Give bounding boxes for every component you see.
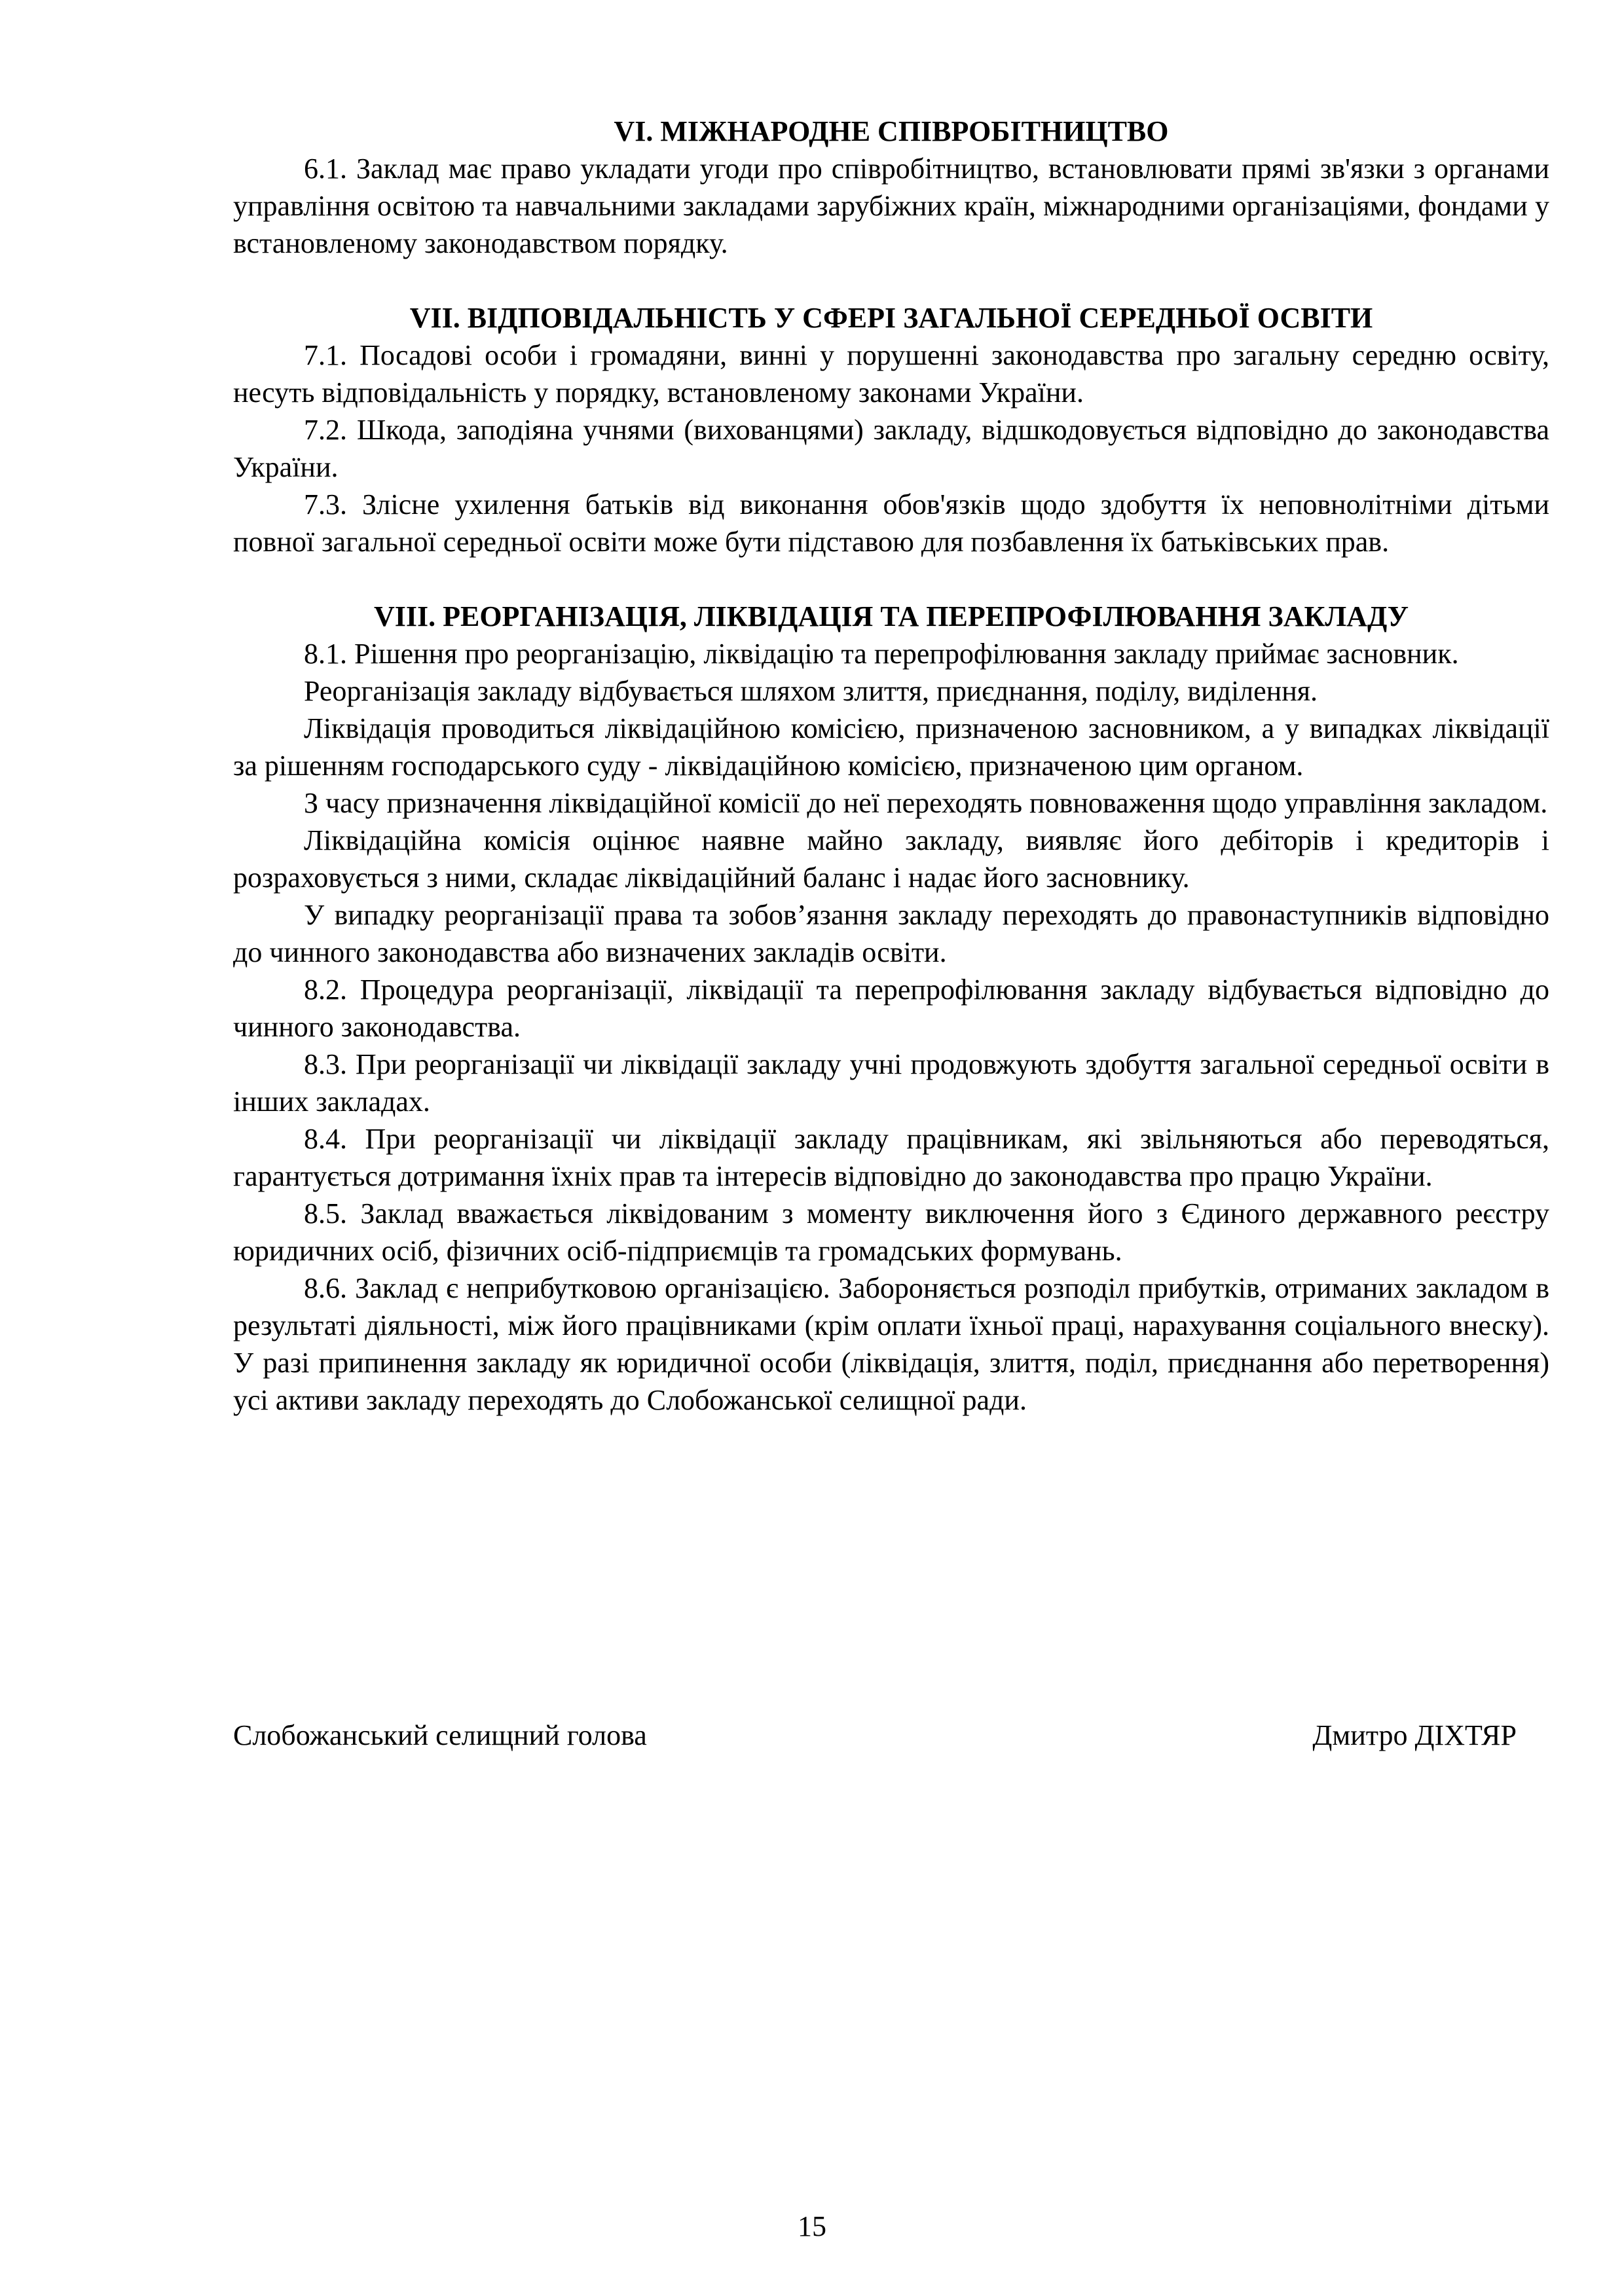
paragraph: 8.4. При реорганізації чи ліквідації закладу працівникам, які звільняються або переводяться, гарантується дотримання їхніх прав та інтересів відповідно до законодавства про працю України. (233, 1123, 1549, 1192)
signature-position: Слобожанський селищний голова (233, 1719, 647, 1751)
signature-block (233, 1717, 1517, 1754)
section-responsibility (233, 299, 1549, 560)
section-heading: VI. МІЖНАРОДНЕ СПІВРОБІТНИЦТВО (614, 115, 1169, 147)
section-reorganization (233, 598, 1549, 1419)
paragraph: Реорганізація закладу відбувається шляхом злиття, приєднання, поділу, виділення. (304, 675, 1318, 707)
paragraph: 8.5. Заклад вважається ліквідованим з моменту виключення його з Єдиного державного реєстру юридичних осіб, фізичних осіб-підприємців та громадських формувань. (233, 1197, 1549, 1267)
document-body (233, 113, 1549, 1419)
section-heading: VII. ВІДПОВІДАЛЬНІСТЬ У СФЕРІ ЗАГАЛЬНОЇ СЕРЕДНЬОЇ ОСВІТИ (409, 302, 1373, 334)
paragraph: 8.6. Заклад є неприбутковою організацією. Забороняється розподіл прибутків, отриманих закладом в результаті діяльності, між його працівниками (крім оплати їхньої праці, нарахування соціального внеску). У разі припинення закладу як юридичної особи (ліквідація, злиття, поділ, приєднання або перетворення) усі активи закладу переходять до Слобожанської селищної ради. (233, 1272, 1549, 1416)
paragraph: Ліквідаційна комісія оцінює наявне майно закладу, виявляє його дебіторів і кредиторів і розраховується з ними, складає ліквідаційний баланс і надає його засновнику. (233, 824, 1549, 894)
signature-name: Дмитро ДІХТЯР (1312, 1719, 1517, 1751)
paragraph: 6.1. Заклад має право укладати угоди про співробітництво, встановлювати прямі зв'язки з органами управління освітою та навчальними закладами зарубіжних країн, міжнародними організаціями, фондами у встановленому законодавством порядку. (233, 153, 1549, 259)
section-international-cooperation (233, 113, 1549, 262)
paragraph: У випадку реорганізації права та зобов’язання закладу переходять до правонаступників відповідно до чинного законодавства або визначених закладів освіти. (233, 899, 1549, 968)
paragraph: Ліквідація проводиться ліквідаційною комісією, призначеною засновником, а у випадках ліквідації за рішенням господарського суду - ліквідаційною комісією, призначеною цим органом. (233, 712, 1549, 782)
paragraph: 7.2. Шкода, заподіяна учнями (вихованцями) закладу, відшкодовується відповідно до законодавства України. (233, 414, 1549, 483)
paragraph: 7.1. Посадові особи і громадяни, винні у порушенні законодавства про загальну середню освіту, несуть відповідальність у порядку, встановленому законами України. (233, 339, 1549, 409)
page-number: 15 (798, 2210, 826, 2242)
paragraph: 7.3. Злісне ухилення батьків від виконання обов'язків щодо здобуття їх неповнолітніми дітьми повної загальної середньої освіти може бути підставою для позбавлення їх батьківських прав. (233, 488, 1549, 558)
paragraph: З часу призначення ліквідаційної комісії до неї переходять повноваження щодо управління закладом. (304, 787, 1548, 819)
paragraph: 8.2. Процедура реорганізації, ліквідації та перепрофілювання закладу відбувається відповідно до чинного законодавства. (233, 974, 1549, 1043)
paragraph: 8.3. При реорганізації чи ліквідації закладу учні продовжують здобуття загальної середньої освіти в інших закладах. (233, 1048, 1549, 1118)
section-heading: VIII. РЕОРГАНІЗАЦІЯ, ЛІКВІДАЦІЯ ТА ПЕРЕПРОФІЛЮВАННЯ ЗАКЛАДУ (373, 600, 1409, 632)
paragraph: 8.1. Рішення про реорганізацію, ліквідацію та перепрофілювання закладу приймає засновник. (304, 638, 1459, 670)
